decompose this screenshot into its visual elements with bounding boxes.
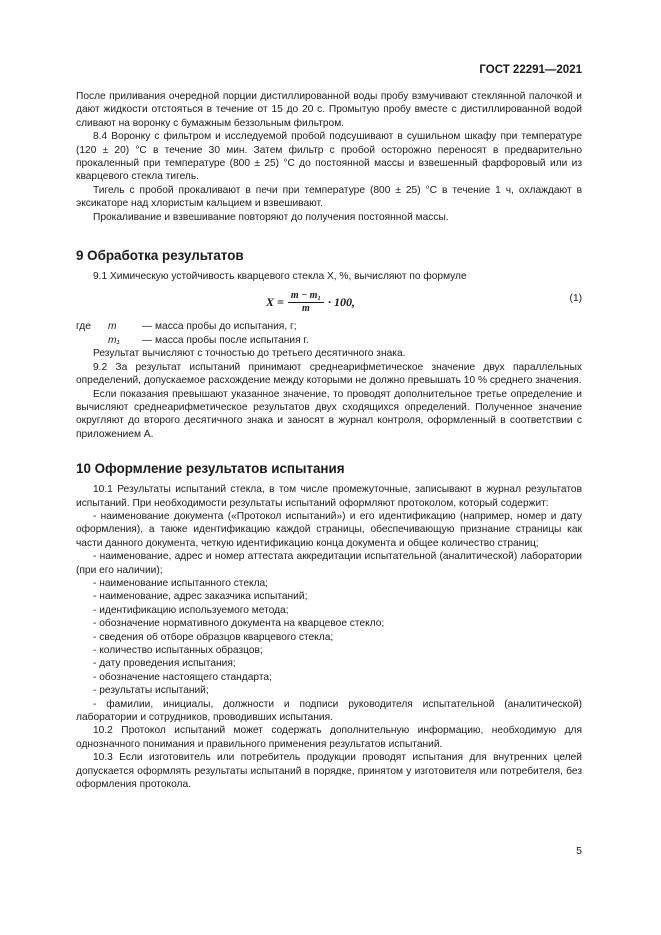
list-item: - наименование, адрес заказчика испытаний; [93, 591, 308, 603]
formula-numerator: m − m₁ [288, 290, 324, 303]
list-item: - обозначение нормативного документа на кварцевое стекло; [93, 618, 385, 630]
legend-symbol: m₁ [108, 334, 120, 346]
list-item: - наименование испытанного стекла; [93, 577, 269, 589]
list-item: - наименование документа («Протокол испытаний») и его идентификацию (например, номер и дату оформления), а также идентификацию каждой страницы, обеспечивающую признание страницы как части данного документа, четкую идентификацию конца документа и общее количество страниц; [76, 510, 582, 549]
document-body [76, 90, 582, 791]
formula-legend [76, 320, 582, 347]
list-item: - фамилии, инициалы, должности и подписи руководителя испытательной (аналитической) лаборатории и сотрудников, проводивших испытания. [76, 698, 582, 724]
paragraph: 10.3 Если изготовитель или потребитель продукции проводят испытания для внутренних целей допускается оформлять результаты испытаний в порядке, принятом у изготовителя или потребителя, без оформления протокола. [76, 752, 582, 791]
legend-label [76, 334, 108, 347]
paragraph: 8.4 Воронку с фильтром и исследуемой пробой подсушивают в сушильном шкафу при температуре (120 ± 20) °С в течение 30 мин. Затем фильтр с пробой осторожно переносят в предварительно прокаленный при температуре (800 ± 25) °С до постоянной массы и взвешенный фарфоровый или из кварцевого стекла тигель. [76, 131, 582, 183]
paragraph: Прокаливание и взвешивание повторяют до получения постоянной массы. [93, 211, 449, 223]
paragraph: 10.2 Протокол испытаний может содержать дополнительную информацию, необходимую для однозначного понимания и правильного применения результатов испытаний. [76, 725, 582, 750]
formula-denominator: m [302, 303, 310, 315]
list-item: - дату проведения испытания; [93, 658, 236, 670]
paragraph: 10.1 Результаты испытаний стекла, в том числе промежуточные, записывают в журнал результатов испытаний. При необходимости результаты испытаний оформляют протоколом, который содержит: [76, 484, 582, 509]
legend-symbol: m [108, 321, 117, 333]
legend-text: — масса пробы до испытания, г; [142, 321, 297, 333]
standard-code: ГОСТ 22291—2021 [479, 64, 582, 76]
formula-rhs: · 100, [327, 295, 355, 310]
paragraph: 9.1 Химическую устойчивость кварцевого стекла X, %, вычисляют по формуле [93, 271, 467, 283]
list-item: - наименование, адрес и номер аттестата аккредитации испытательной (аналитической) лаборатории (при его наличии); [76, 551, 582, 576]
paragraph: 9.2 За результат испытаний принимают среднеарифметическое значение двух параллельных определений, допускаемое расхождение между которыми не должно превышать 10 % среднего значения. [76, 361, 582, 387]
paragraph: Если показания превышают указанное значение, то проводят дополнительное третье определение и вычисляют среднеарифметическое результатов двух сходящихся определений. Полученное значение округляют до второго десятичного знака и заносят в журнал контроля, оформленный в соответствии с приложением А. [76, 388, 582, 440]
formula-1 [76, 286, 582, 318]
legend-label: где [76, 321, 91, 333]
formula-expression [266, 290, 355, 315]
formula-fraction [288, 290, 324, 315]
list-item: - обозначение настоящего стандарта; [93, 671, 272, 683]
section-9-title: 9 Обработка результатов [76, 248, 244, 264]
list-item: - результаты испытаний; [93, 685, 209, 697]
list-item: - количество испытанных образцов; [93, 645, 263, 656]
list-item: - сведения об отборе образцов кварцевого стекла; [93, 631, 334, 643]
legend-text: — масса пробы после испытания г. [142, 334, 309, 346]
paragraph: После приливания очередной порции дистиллированной воды пробу взмучивают стеклянной палочкой и дают жидкости отстояться в течение от 15 до 20 с. Промытую пробу вместе с дистиллированной водой сливают на воронку с бумажным беззольным фильтром. [76, 91, 582, 129]
page-number: 5 [576, 845, 582, 857]
section-10-title: 10 Оформление результатов испытания [76, 461, 345, 477]
paragraph: Результат вычисляют с точностью до третьего десятичного знака. [93, 348, 406, 360]
legend-row [76, 320, 582, 333]
legend-row [76, 334, 582, 347]
formula-lhs: X = [266, 295, 284, 310]
formula-number: (1) [569, 293, 582, 305]
paragraph: Тигель с пробой прокаливают в печи при температуре (800 ± 25) °С в течение 1 ч, охлаждают в эксикаторе над хлористым кальцием и взвешивают. [76, 184, 582, 210]
list-item: - идентификацию используемого метода; [93, 604, 289, 616]
